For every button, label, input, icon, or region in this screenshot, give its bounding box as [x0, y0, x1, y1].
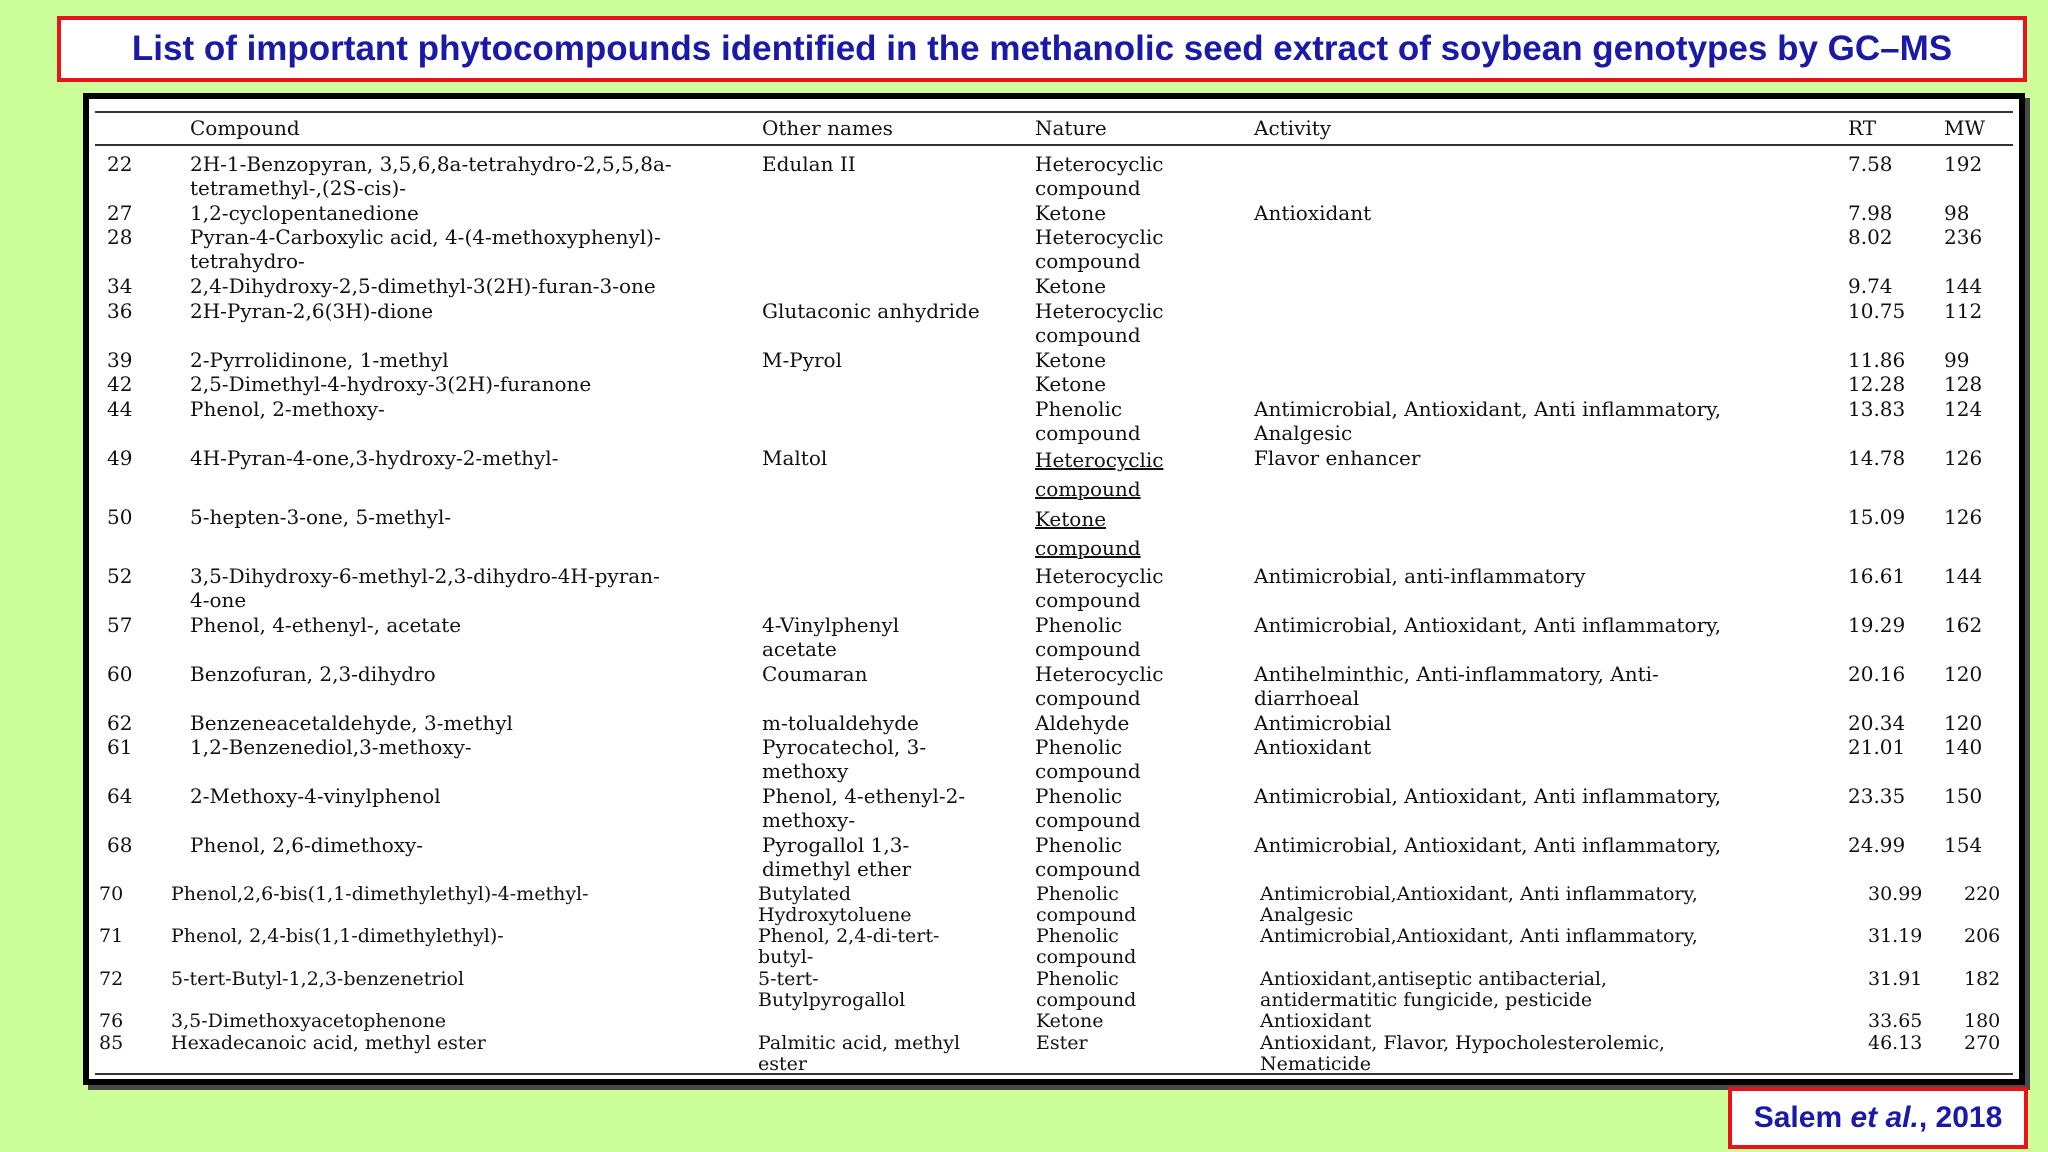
cell-rt: 15.09 [1848, 505, 1906, 529]
cell-other: 4-Vinylphenyl acetate [762, 613, 900, 661]
cell-compound: 3,5-Dimethoxyacetophenone [171, 1010, 447, 1032]
cell-rt: 31.19 [1868, 925, 1923, 947]
cell-other: Maltol [762, 446, 828, 470]
cell-compound: Hexadecanoic acid, methyl ester [171, 1032, 486, 1054]
cell-nature: Ketone [1035, 201, 1107, 225]
cell-nature: Heterocyclic compound [1035, 152, 1164, 200]
cell-no: 57 [107, 613, 133, 637]
compound-table [95, 103, 2013, 1075]
cell-rt: 46.13 [1868, 1032, 1923, 1054]
cell-rt: 19.29 [1848, 613, 1906, 637]
cell-compound: Pyran-4-Carboxylic acid, 4-(4-methoxyphenyl)- tetrahydro- [190, 225, 661, 273]
cell-nature: Ketone compound [1035, 507, 1141, 560]
cell-no: 85 [99, 1032, 124, 1054]
cell-rt: 30.99 [1868, 883, 1923, 905]
cell-compound: 5-tert-Butyl-1,2,3-benzenetriol [171, 968, 465, 990]
cell-mw: 99 [1944, 348, 1970, 372]
cell-mw: 154 [1944, 833, 1983, 857]
cell-other: Coumaran [762, 662, 868, 686]
cell-compound: 2H-1-Benzopyran, 3,5,6,8a-tetrahydro-2,5,5,8a- tetramethyl-,(2S-cis)- [190, 152, 672, 200]
cell-compound: Phenol, 4-ethenyl-, acetate [190, 613, 462, 637]
cell-rt: 7.98 [1848, 201, 1893, 225]
cell-nature: Heterocyclic compound [1035, 448, 1164, 501]
cell-no: 76 [99, 1010, 124, 1032]
cell-other: Palmitic acid, methyl ester [758, 1032, 961, 1075]
cell-rt: 31.91 [1868, 968, 1923, 990]
cell-nature: Ketone [1035, 274, 1107, 298]
cell-rt: 12.28 [1848, 372, 1906, 396]
cell-compound: Phenol, 2,6-dimethoxy- [190, 833, 424, 857]
cell-mw: 126 [1944, 505, 1983, 529]
cell-other: M-Pyrol [762, 348, 842, 372]
cell-rt: 20.34 [1848, 711, 1906, 735]
cell-nature: Aldehyde [1035, 711, 1130, 735]
cell-nature: Ester [1036, 1032, 1088, 1054]
cell-no: 70 [99, 883, 124, 905]
slide-title: List of important phytocompounds identified in the methanolic seed extract of soybean genotypes by GC–MS [131, 29, 1953, 68]
cell-no: 44 [107, 397, 133, 421]
cell-compound: 2,4-Dihydroxy-2,5-dimethyl-3(2H)-furan-3-one [190, 274, 656, 298]
header-other-names: Other names [762, 116, 893, 140]
cell-other: Edulan II [762, 152, 856, 176]
title-banner [57, 16, 2027, 82]
cell-other: Pyrogallol 1,3- dimethyl ether [762, 833, 912, 881]
cell-mw: 124 [1944, 397, 1983, 421]
cell-compound: 1,2-cyclopentanedione [190, 201, 419, 225]
cell-mw: 112 [1944, 299, 1983, 323]
header-rule-bottom [95, 144, 2013, 146]
cell-nature: Phenolic compound [1035, 735, 1141, 783]
cell-nature: Heterocyclic compound [1035, 662, 1164, 710]
cell-rt: 11.86 [1848, 348, 1906, 372]
cell-activity: Antimicrobial, Antioxidant, Anti inflammatory, [1254, 784, 1722, 808]
cell-rt: 21.01 [1848, 735, 1906, 759]
cell-mw: 150 [1944, 784, 1983, 808]
cell-compound: Benzeneacetaldehyde, 3-methyl [190, 711, 513, 735]
cell-rt: 9.74 [1848, 274, 1893, 298]
cell-no: 50 [107, 505, 133, 529]
cell-nature: Phenolic compound [1036, 968, 1137, 1011]
cell-no: 49 [107, 446, 133, 470]
cell-no: 34 [107, 274, 133, 298]
cell-no: 64 [107, 784, 133, 808]
citation-author: Salem [1753, 1101, 1843, 1134]
cell-no: 36 [107, 299, 133, 323]
cell-mw: 120 [1944, 662, 1983, 686]
cell-rt: 13.83 [1848, 397, 1906, 421]
cell-rt: 24.99 [1848, 833, 1906, 857]
cell-activity: Antioxidant [1260, 1010, 1372, 1032]
cell-compound: 2-Pyrrolidinone, 1-methyl [190, 348, 449, 372]
cell-mw: 126 [1944, 446, 1983, 470]
cell-activity: Antimicrobial, Antioxidant, Anti inflammatory, [1254, 833, 1722, 857]
cell-rt: 14.78 [1848, 446, 1906, 470]
cell-mw: 236 [1944, 225, 1983, 249]
cell-rt: 7.58 [1848, 152, 1893, 176]
cell-activity: Antioxidant,antiseptic antibacterial, antidermatitic fungicide, pesticide [1260, 968, 1608, 1011]
cell-activity: Antihelminthic, Anti-inflammatory, Anti- diarrhoeal [1254, 662, 1659, 710]
cell-rt: 33.65 [1868, 1010, 1923, 1032]
cell-activity: Flavor enhancer [1254, 446, 1421, 470]
header-rule-top [95, 111, 2013, 113]
cell-mw: 182 [1964, 968, 2001, 990]
cell-nature: Phenolic compound [1035, 397, 1141, 445]
cell-nature: Phenolic compound [1036, 925, 1137, 968]
cell-compound: 2-Methoxy-4-vinylphenol [190, 784, 441, 808]
citation-box [1728, 1087, 2028, 1149]
cell-other: 5-tert- Butylpyrogallol [758, 968, 906, 1011]
cell-other: Phenol, 2,4-di-tert- butyl- [758, 925, 940, 968]
cell-mw: 144 [1944, 274, 1983, 298]
cell-mw: 220 [1964, 883, 2001, 905]
cell-other: Butylated Hydroxytoluene [758, 883, 912, 926]
cell-activity: Antioxidant [1254, 735, 1372, 759]
cell-compound: 1,2-Benzenediol,3-methoxy- [190, 735, 472, 759]
cell-mw: 270 [1964, 1032, 2001, 1054]
header-activity: Activity [1254, 116, 1332, 140]
cell-compound: Phenol,2,6-bis(1,1-dimethylethyl)-4-methyl- [171, 883, 589, 905]
cell-no: 60 [107, 662, 133, 686]
cell-no: 71 [99, 925, 124, 947]
cell-rt: 20.16 [1848, 662, 1906, 686]
cell-mw: 162 [1944, 613, 1983, 637]
cell-activity: Antimicrobial,Antioxidant, Anti inflammatory, [1260, 925, 1698, 947]
cell-mw: 120 [1944, 711, 1983, 735]
cell-nature: Heterocyclic compound [1035, 299, 1164, 347]
header-mw: MW [1944, 116, 1986, 140]
cell-no: 62 [107, 711, 133, 735]
cell-mw: 128 [1944, 372, 1983, 396]
cell-other: m-tolualdehyde [762, 711, 919, 735]
cell-no: 28 [107, 225, 133, 249]
cell-activity: Antioxidant [1254, 201, 1372, 225]
footer-rule [95, 1073, 2013, 1075]
cell-other: Glutaconic anhydride [762, 299, 980, 323]
cell-compound: 2,5-Dimethyl-4-hydroxy-3(2H)-furanone [190, 372, 592, 396]
cell-no: 52 [107, 564, 133, 588]
cell-no: 39 [107, 348, 133, 372]
cell-no: 42 [107, 372, 133, 396]
cell-nature: Phenolic compound [1035, 833, 1141, 881]
cell-nature: Heterocyclic compound [1035, 225, 1164, 273]
cell-rt: 23.35 [1848, 784, 1906, 808]
cell-nature: Phenolic compound [1036, 883, 1137, 926]
citation-etal: et al. [1850, 1101, 1919, 1134]
cell-other: Phenol, 4-ethenyl-2- methoxy- [762, 784, 966, 832]
cell-compound: Phenol, 2-methoxy- [190, 397, 385, 421]
header-nature: Nature [1035, 116, 1107, 140]
cell-rt: 8.02 [1848, 225, 1893, 249]
cell-mw: 206 [1964, 925, 2001, 947]
cell-other: Pyrocatechol, 3- methoxy [762, 735, 927, 783]
cell-activity: Antimicrobial, Antioxidant, Anti inflammatory, [1254, 613, 1722, 637]
cell-rt: 10.75 [1848, 299, 1906, 323]
cell-no: 27 [107, 201, 133, 225]
cell-compound: Benzofuran, 2,3-dihydro [190, 662, 436, 686]
cell-mw: 98 [1944, 201, 1970, 225]
cell-compound: 4H-Pyran-4-one,3-hydroxy-2-methyl- [190, 446, 559, 470]
cell-compound: 3,5-Dihydroxy-6-methyl-2,3-dihydro-4H-pyran- 4-one [190, 564, 660, 612]
header-rt: RT [1848, 116, 1877, 140]
cell-mw: 192 [1944, 152, 1983, 176]
cell-activity: Antimicrobial, Antioxidant, Anti inflammatory, Analgesic [1254, 397, 1722, 445]
cell-nature: Phenolic compound [1035, 784, 1141, 832]
cell-no: 72 [99, 968, 124, 990]
cell-compound: Phenol, 2,4-bis(1,1-dimethylethyl)- [171, 925, 504, 947]
cell-nature: Ketone [1035, 372, 1107, 396]
cell-mw: 180 [1964, 1010, 2001, 1032]
cell-activity: Antioxidant, Flavor, Hypocholesterolemic, Nematicide [1260, 1032, 1665, 1075]
cell-mw: 144 [1944, 564, 1983, 588]
cell-activity: Antimicrobial [1254, 711, 1392, 735]
cell-nature: Phenolic compound [1035, 613, 1141, 661]
cell-no: 22 [107, 152, 133, 176]
table-image-frame [83, 93, 2025, 1085]
header-compound: Compound [190, 116, 300, 140]
cell-compound: 2H-Pyran-2,6(3H)-dione [190, 299, 434, 323]
cell-rt: 16.61 [1848, 564, 1906, 588]
cell-mw: 140 [1944, 735, 1983, 759]
citation-year: , 2018 [1918, 1101, 2003, 1134]
cell-nature: Ketone [1036, 1010, 1104, 1032]
cell-activity: Antimicrobial, anti-inflammatory [1254, 564, 1586, 588]
cell-activity: Antimicrobial,Antioxidant, Anti inflammatory, Analgesic [1260, 883, 1698, 926]
cell-no: 68 [107, 833, 133, 857]
cell-compound: 5-hepten-3-one, 5-methyl- [190, 505, 452, 529]
cell-no: 61 [107, 735, 133, 759]
cell-nature: Ketone [1035, 348, 1107, 372]
cell-nature: Heterocyclic compound [1035, 564, 1164, 612]
